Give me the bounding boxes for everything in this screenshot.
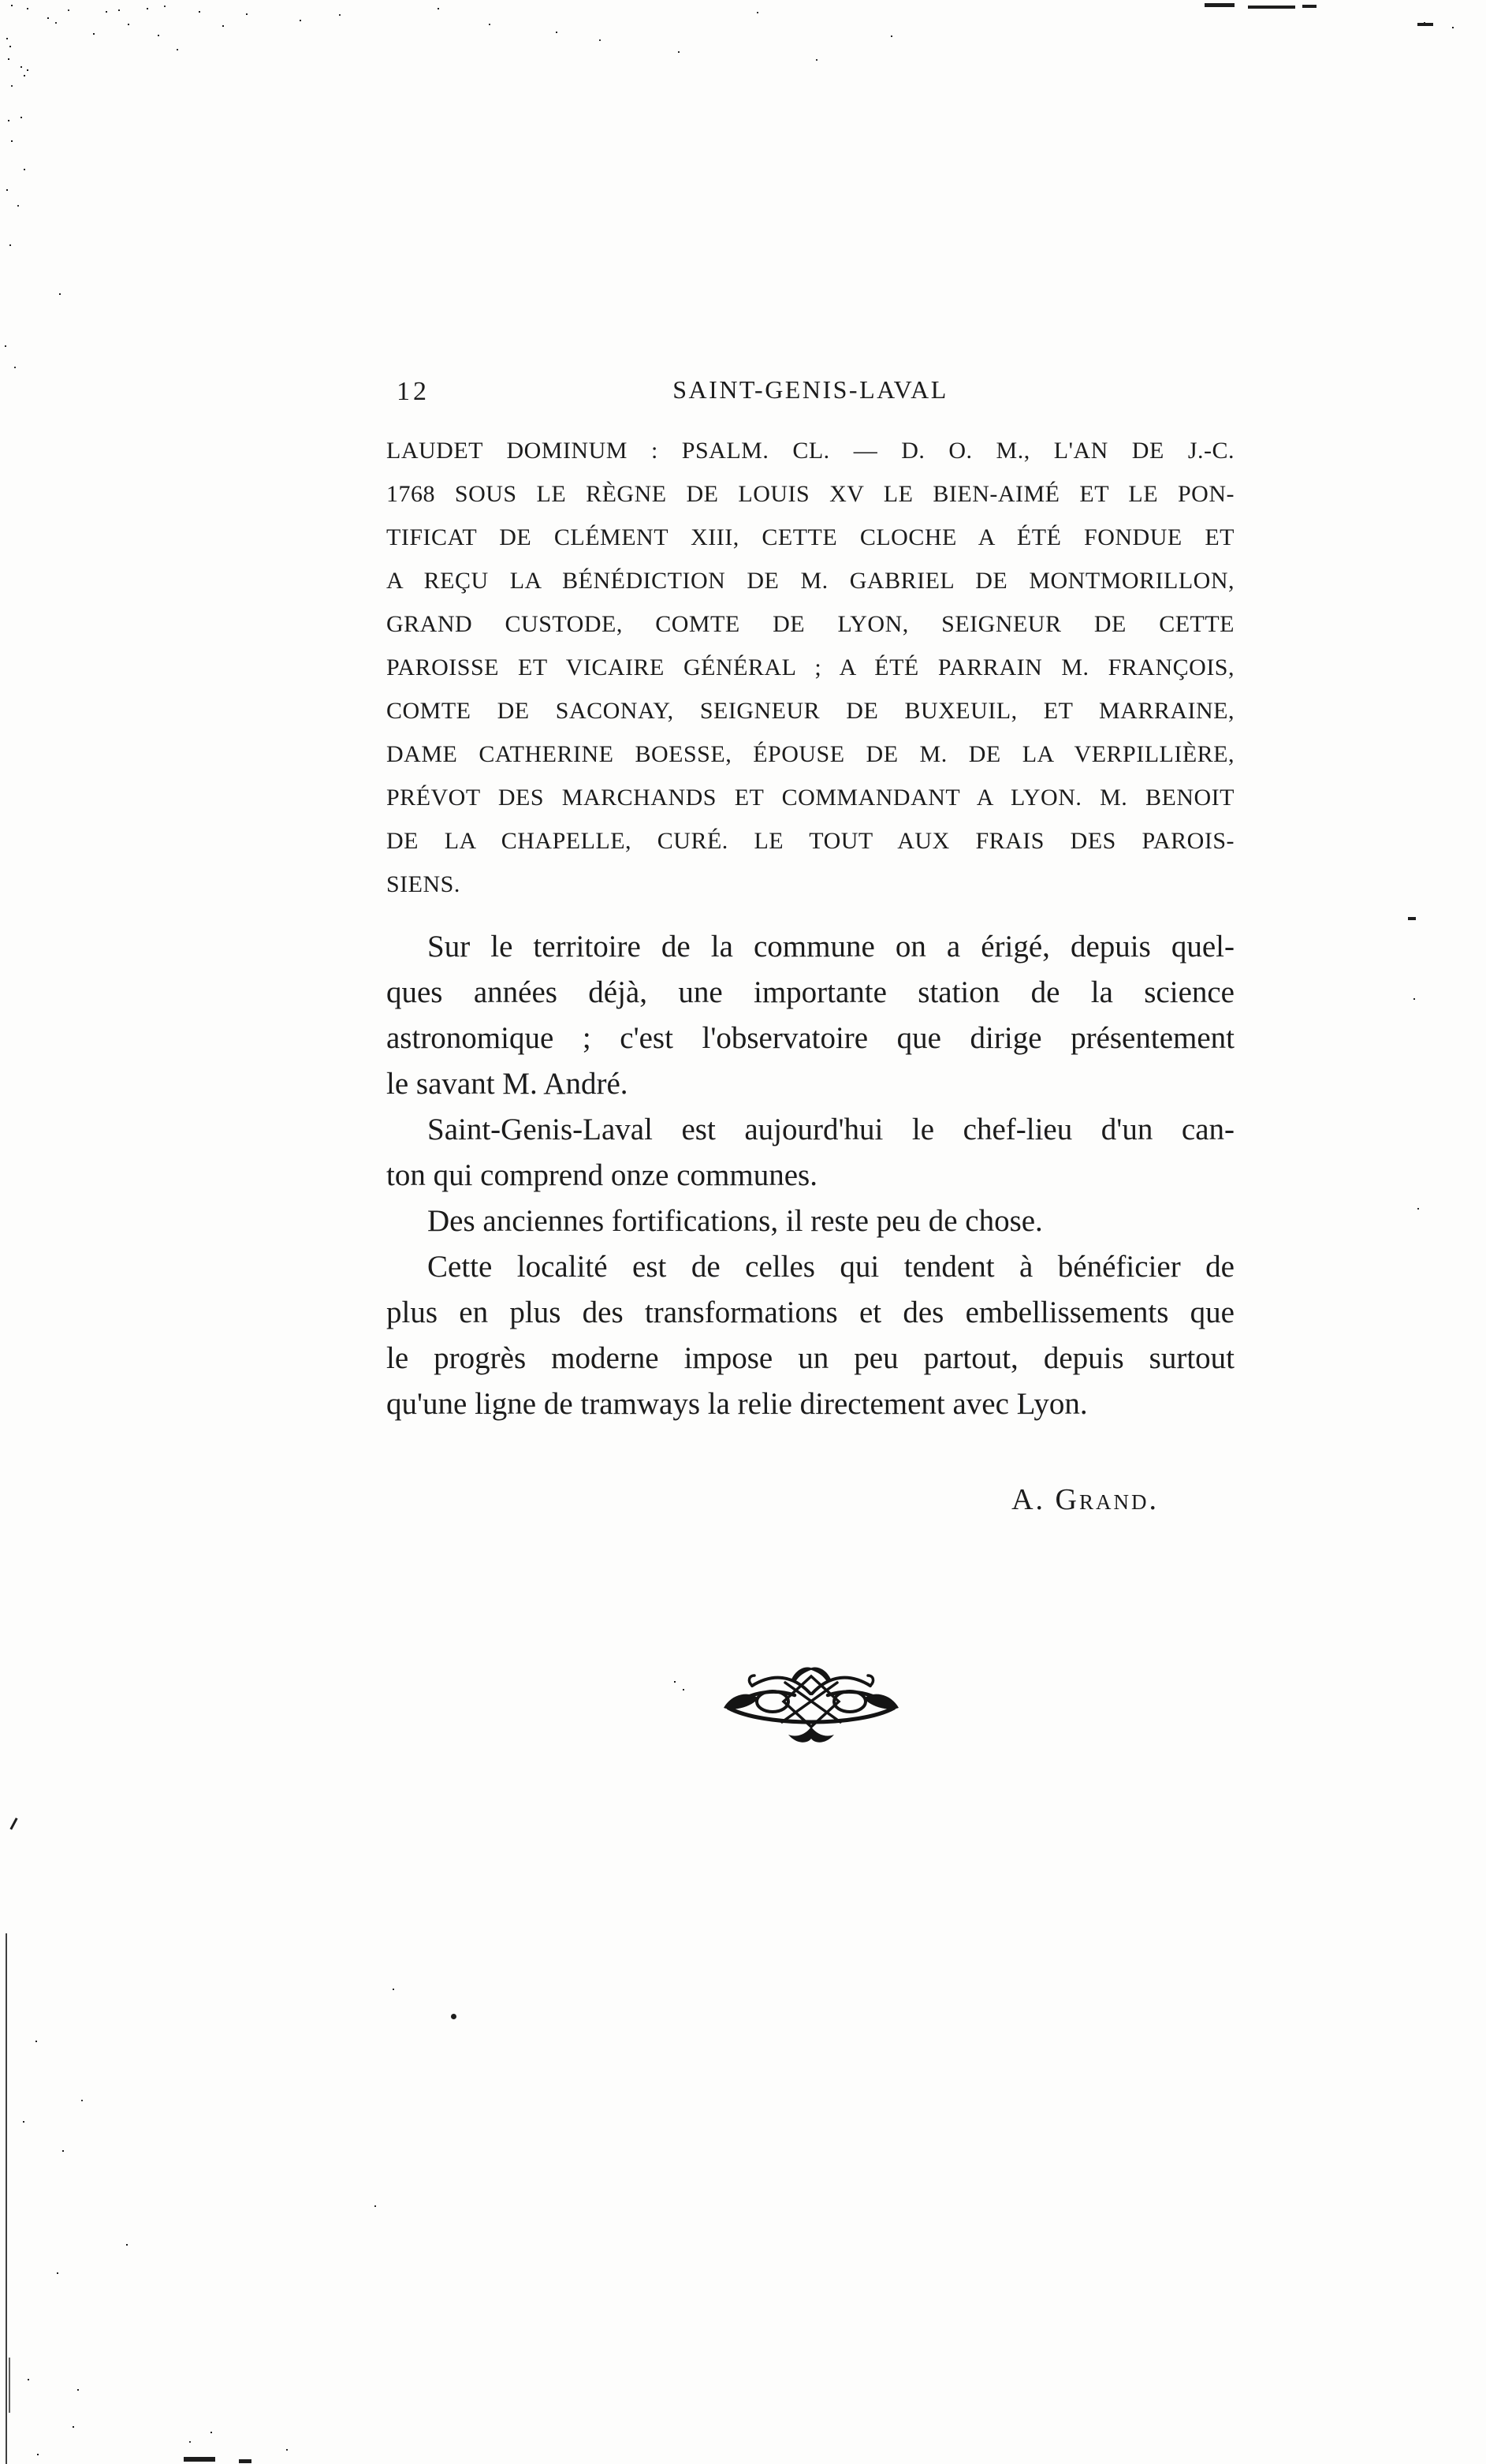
body-text [386,924,1235,1427]
scan-artifact [184,2457,215,2462]
scan-artifact [239,2459,251,2463]
text-line: A REÇU LA BÉNÉDICTION DE M. GABRIEL DE MONTMORILLON, [386,568,1235,594]
text-line: GRAND CUSTODE, COMTE DE LYON, SEIGNEUR DE CETTE [386,611,1235,637]
scan-edge-line [6,1933,7,2464]
text-line: SIENS. [386,871,460,897]
text-line: plus en plus des transformations et des embellissements que [386,1295,1235,1329]
text-line: LAUDET DOMINUM : PSALM. CL. — D. O. M., L'AN DE J.-C. [386,438,1235,464]
text-line: Des anciennes fortifications, il reste peu de chose. [427,1204,1043,1238]
scan-artifact [1408,917,1416,920]
fleuron-ornament [716,1659,907,1747]
running-title: SAINT-GENIS-LAVAL [672,375,948,404]
text-line: 1768 SOUS LE RÈGNE DE LOUIS XV LE BIEN-AIMÉ ET LE PON- [386,481,1235,507]
scan-artifact [1205,3,1235,7]
author-signature: A. Grand. [1011,1483,1159,1516]
text-line: qu'une ligne de tramways la relie directement avec Lyon. [386,1387,1088,1421]
text-line: le progrès moderne impose un peu partout, depuis surtout [386,1341,1235,1375]
scan-artifact [9,1817,17,1830]
text-line: PAROISSE ET VICAIRE GÉNÉRAL ; A ÉTÉ PARRAIN M. FRANÇOIS, [386,654,1235,680]
page-number: 12 [397,377,430,406]
page-header [386,375,1235,412]
scan-speck [451,2014,456,2019]
scan-edge-line [9,2358,10,2413]
scan-noise [0,0,2,2]
bell-inscription [386,429,1235,906]
text-line: ton qui comprend onze communes. [386,1158,817,1192]
text-line: le savant M. André. [386,1067,628,1101]
scan-artifact [1417,23,1433,26]
text-line: Sur le territoire de la commune on a érigé, depuis quel- [427,930,1235,964]
scan-artifact [1302,5,1317,8]
text-line: TIFICAT DE CLÉMENT XIII, CETTE CLOCHE A ÉTÉ FONDUE ET [386,524,1235,550]
text-line: Cette localité est de celles qui tendent à bénéficier de [427,1250,1235,1284]
scan-artifact [1248,6,1295,9]
text-line: DAME CATHERINE BOESSE, ÉPOUSE DE M. DE LA VERPILLIÈRE, [386,741,1235,767]
text-line: Saint-Genis-Laval est aujourd'hui le chef-lieu d'un can- [427,1113,1235,1146]
text-line: COMTE DE SACONAY, SEIGNEUR DE BUXEUIL, ET MARRAINE, [386,698,1235,724]
text-line: PRÉVOT DES MARCHANDS ET COMMANDANT A LYON. M. BENOIT [386,785,1235,811]
text-line: ques années déjà, une importante station de la science [386,975,1235,1009]
text-line: astronomique ; c'est l'observatoire que dirige présentement [386,1021,1235,1055]
text-line: DE LA CHAPELLE, CURÉ. LE TOUT AUX FRAIS DES PAROIS- [386,828,1235,854]
